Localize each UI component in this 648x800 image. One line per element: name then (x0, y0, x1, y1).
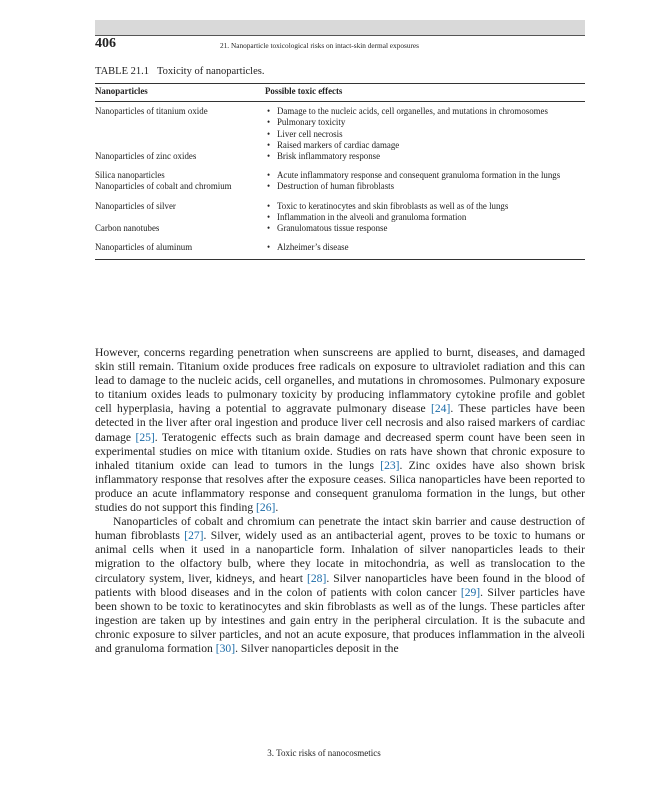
nanoparticle-name: Silica nanoparticles (95, 170, 165, 181)
citation-link[interactable]: [23] (380, 458, 400, 472)
nanoparticle-name: Carbon nanotubes (95, 223, 160, 234)
table-row (95, 102, 585, 151)
header-rule (95, 35, 585, 36)
table-row (95, 151, 585, 162)
paragraph (95, 515, 585, 656)
running-header-band (95, 20, 585, 35)
text-run: . Silver nanoparticles deposit in the (235, 641, 399, 655)
paragraph (95, 346, 585, 515)
table-row (95, 193, 585, 223)
table-row (95, 223, 585, 234)
nanoparticle-name: Nanoparticles of zinc oxides (95, 151, 197, 162)
citation-link[interactable]: [26] (256, 501, 276, 515)
citation-link[interactable]: [30] (215, 641, 236, 655)
citation-link[interactable]: [25] (135, 430, 155, 444)
effect-item: • Damage to the nucleic acids, cell organelles, and mutations in chromosomes (277, 106, 585, 117)
text-run: . Silver, widely used as an antibacterial agent, proves to be toxic to humans or animal cells when it used in a nanoparticle form. Inhalation of silver nanoparticles leads to their migration to the olfactory bulb, where they locate in mitochondria, as well as translocation to the circulatory system, liver, kidneys, and heart (95, 529, 586, 585)
effect-item: • Brisk inflammatory response (277, 151, 585, 162)
text-run: . Teratogenic effects such as brain damage and decreased sperm count have been seen in experimental studies on mice with titanium oxide. Studies on rats have shown that chronic exposure to inhaled titanium oxide can lead to tumors in the lungs (95, 430, 585, 472)
effects-cell (265, 181, 585, 192)
text-run: . These particles have been detected in the liver after oral ingestion and produce liver cell necrosis and also raised markers of cardiac damage (95, 402, 585, 444)
effect-item: • Liver cell necrosis (277, 129, 585, 140)
page-number: 406 (95, 36, 116, 51)
effects-cell (265, 223, 585, 234)
effects-cell (265, 151, 585, 162)
citation-link[interactable]: [28] (307, 571, 327, 585)
citation-link[interactable]: [24] (430, 402, 451, 416)
text-run: . (275, 501, 279, 515)
table-header-row (95, 84, 585, 102)
citation-link[interactable]: [27] (184, 529, 204, 543)
effect-item: • Alzheimer’s disease (277, 242, 585, 253)
effect-item: • Toxic to keratinocytes and skin fibroblasts as well as of the lungs (277, 201, 585, 212)
table-caption (95, 66, 264, 77)
nanoparticle-name: Nanoparticles of aluminum (95, 242, 193, 253)
nanoparticle-name: Nanoparticles of silver (95, 200, 176, 211)
nanoparticle-name: Nanoparticles of titanium oxide (95, 106, 208, 117)
effect-item: • Raised markers of cardiac damage (277, 140, 585, 151)
running-title: 21. Nanoparticle toxicological risks on intact-skin dermal exposures (220, 41, 419, 50)
effects-cell (265, 102, 585, 151)
effects-cell (265, 162, 585, 181)
effects-cell (265, 234, 585, 260)
nanoparticle-name: Nanoparticles of cobalt and chromium (95, 181, 232, 192)
text-run: However, concerns regarding penetration when sunscreens are applied to burnt, diseases, and damaged skin still remain. Titanium oxide produces free radicals on exposure to ultraviolet radiation and this can lead to damage to the nucleic acids, cell organelles, and mutations in chromosomes. Pulmonary exposure to titanium oxides leads to pulmonary toxicity by producing inflammatory cytokine profile and goblet cell hyperplasia, having a potential to aggravate pulmonary disease (95, 346, 585, 416)
col-header-nanoparticles: Nanoparticles (95, 84, 265, 102)
citation-link[interactable]: [29] (460, 585, 481, 599)
effect-item: • Acute inflammatory response and consequent granuloma formation in the lungs (277, 170, 585, 181)
text-run: . Silver particles have been shown to be toxic to keratinocytes and skin fibroblasts as well as of the lungs. These particles after ingestion are taken up by intestines and gain entry in the peripheral circulation. It is the subacute and chronic exposure to silver particles, and not an acute exposure, that produces inflammation in the alveoli and granuloma formation (95, 585, 585, 655)
page-footer: 3. Toxic risks of nanocosmetics (267, 748, 381, 758)
table-row (95, 162, 585, 181)
text-run: . Silver nanoparticles have been found in the blood of patients with blood diseases and in the colon of patients with colon cancer (95, 571, 585, 599)
text-run: Nanoparticles of cobalt and chromium can penetrate the intact skin barrier and cause destruction of human fibroblasts (95, 515, 585, 543)
effect-item: • Destruction of human fibroblasts (277, 181, 585, 192)
effect-item: • Pulmonary toxicity (277, 117, 585, 128)
table-row (95, 181, 585, 192)
effect-item: • Granulomatous tissue response (277, 223, 585, 234)
table-row (95, 234, 585, 260)
effect-item: • Inflammation in the alveoli and granuloma formation (277, 212, 585, 223)
body-text (95, 346, 585, 656)
col-header-effects: Possible toxic effects (265, 84, 585, 102)
table-caption-number: TABLE 21.1 (95, 66, 149, 77)
toxicity-table (95, 83, 585, 260)
text-run: . Zinc oxides have also shown brisk inflammatory response that resolves after the exposure ceases. Silica nanoparticles have been reported to produce an acute inflammatory response and consequent granuloma formation in the lungs, but other studies do not support this finding (95, 458, 586, 515)
table-caption-text: Toxicity of nanoparticles. (157, 66, 265, 77)
effects-cell (265, 193, 585, 223)
